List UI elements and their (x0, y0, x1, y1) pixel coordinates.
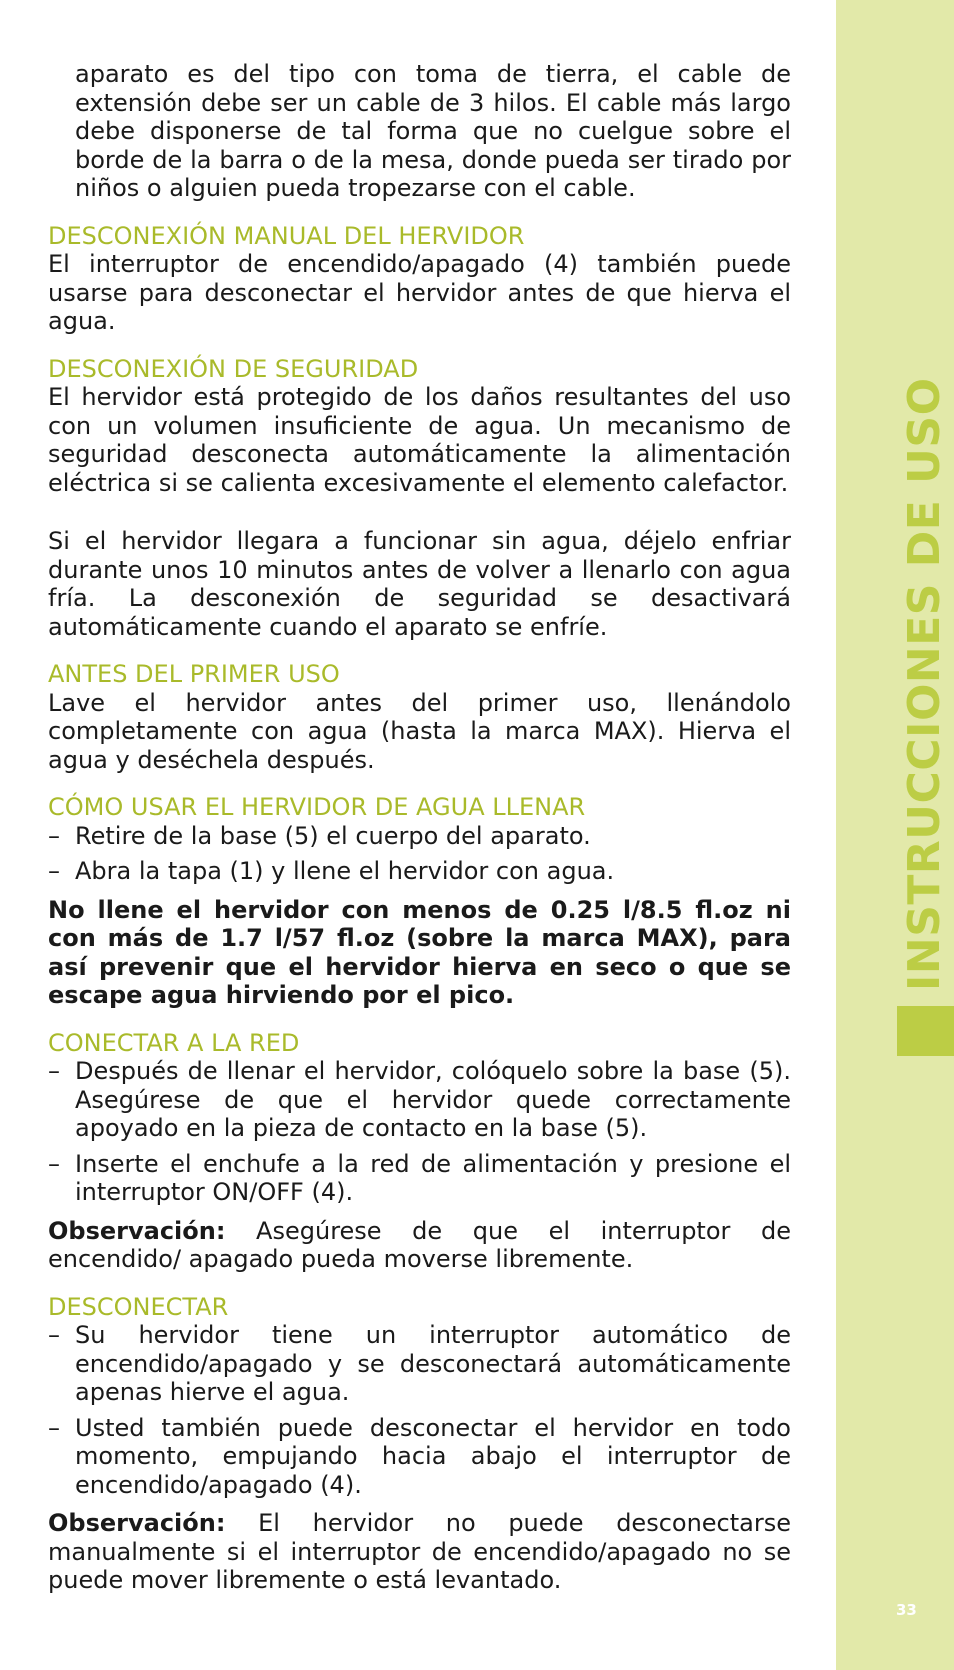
list-item-text: Retire de la base (5) el cuerpo del aparato. (75, 821, 591, 850)
list-item (48, 1150, 791, 1207)
list-item (48, 822, 791, 851)
list-item-text: Después de llenar el hervidor, colóquelo sobre la base (5). Asegúrese de que el hervidor quede correctamente apoyado en la pieza de contacto en la base (5). (75, 1057, 791, 1142)
heading-safety-disconnect: DESCONEXIÓN DE SEGURIDAD (48, 354, 419, 383)
list-item-text: Usted también puede desconectar el hervidor en todo momento, empujando hacia abajo el interruptor de encendido/apagado (4). (75, 1413, 791, 1499)
list-item (48, 1414, 791, 1500)
list-item-text: Abra la tapa (1) y llene el hervidor con agua. (75, 857, 615, 885)
note-text: Asegúrese de que el interruptor de encendido/ apagado pueda moverse libremente. (48, 1216, 791, 1273)
first-use-text: Lave el hervidor antes del primer uso, llenándolo completamente con agua (hasta la marca MAX). Hierva el agua y deséchela después. (48, 688, 791, 774)
section-title: INSTRUCCIONES DE USO (899, 377, 950, 991)
list-item-text: Inserte el enchufe a la red de alimentación y presione el interruptor ON/OFF (4). (75, 1149, 791, 1206)
manual-disconnect-text: El interruptor de encendido/apagado (4) también puede usarse para desconectar el hervidor antes de que hierva el agua. (48, 250, 791, 335)
heading-connect: CONECTAR A LA RED (48, 1028, 300, 1057)
connect-note (48, 1217, 791, 1274)
note-label: Observación: (48, 1216, 226, 1245)
heading-first-use: ANTES DEL PRIMER USO (48, 660, 340, 688)
dash-bullet: – (48, 857, 60, 885)
sidebar-tab (897, 1006, 954, 1056)
dash-bullet: – (48, 821, 60, 850)
disconnect-note (48, 1509, 791, 1595)
fill-warning: No llene el hervidor con menos de 0.25 l/8.5 fl.oz ni con más de 1.7 l/57 fl.oz (sobre la marca MAX), para así prevenir que el hervidor hierva en seco o que se escape agua hirviendo por el pico. (48, 895, 791, 1009)
note-label: Observación: (48, 1509, 226, 1537)
dash-bullet: – (48, 1057, 60, 1085)
dash-bullet: – (48, 1321, 60, 1349)
document-body (48, 60, 791, 1595)
safety-text-1: El hervidor está protegido de los daños resultantes del uso con un volumen insuficiente de agua. Un mecanismo de seguridad desconecta automáticamente la alimentación eléctrica si se calienta excesivamente el elemento calefactor. (48, 383, 791, 497)
list-item (48, 1057, 791, 1143)
safety-text-2: Si el hervidor llegara a funcionar sin agua, déjelo enfriar durante unos 10 minutos antes de volver a llenarlo con agua fría. La desconexión de seguridad se desactivará automáticamente cuando el aparato se enfríe. (48, 527, 791, 641)
note-text: El hervidor no puede desconectarse manualmente si el interruptor de encendido/apagado no se puede mover libremente o está levantado. (48, 1509, 791, 1594)
list-item (48, 1321, 791, 1407)
heading-manual-disconnect: DESCONEXIÓN MANUAL DEL HERVIDOR (48, 221, 525, 250)
dash-bullet: – (48, 1149, 60, 1178)
dash-bullet: – (48, 1413, 60, 1442)
heading-disconnect: DESCONECTAR (48, 1292, 229, 1321)
intro-paragraph: aparato es del tipo con toma de tierra, el cable de extensión debe ser un cable de 3 hilos. El cable más largo debe disponerse de tal forma que no cuelgue sobre el borde de la barra o de la mesa, donde pueda ser tirado por niños o alguien pueda tropezarse con el cable. (75, 60, 791, 202)
list-item-text: Su hervidor tiene un interruptor automático de encendido/apagado y se desconectará automáticamente apenas hierve el agua. (75, 1321, 791, 1406)
list-item (48, 857, 791, 886)
page-number: 33 (896, 1601, 917, 1619)
heading-how-to-use: CÓMO USAR EL HERVIDOR DE AGUA LLENAR (48, 793, 586, 821)
